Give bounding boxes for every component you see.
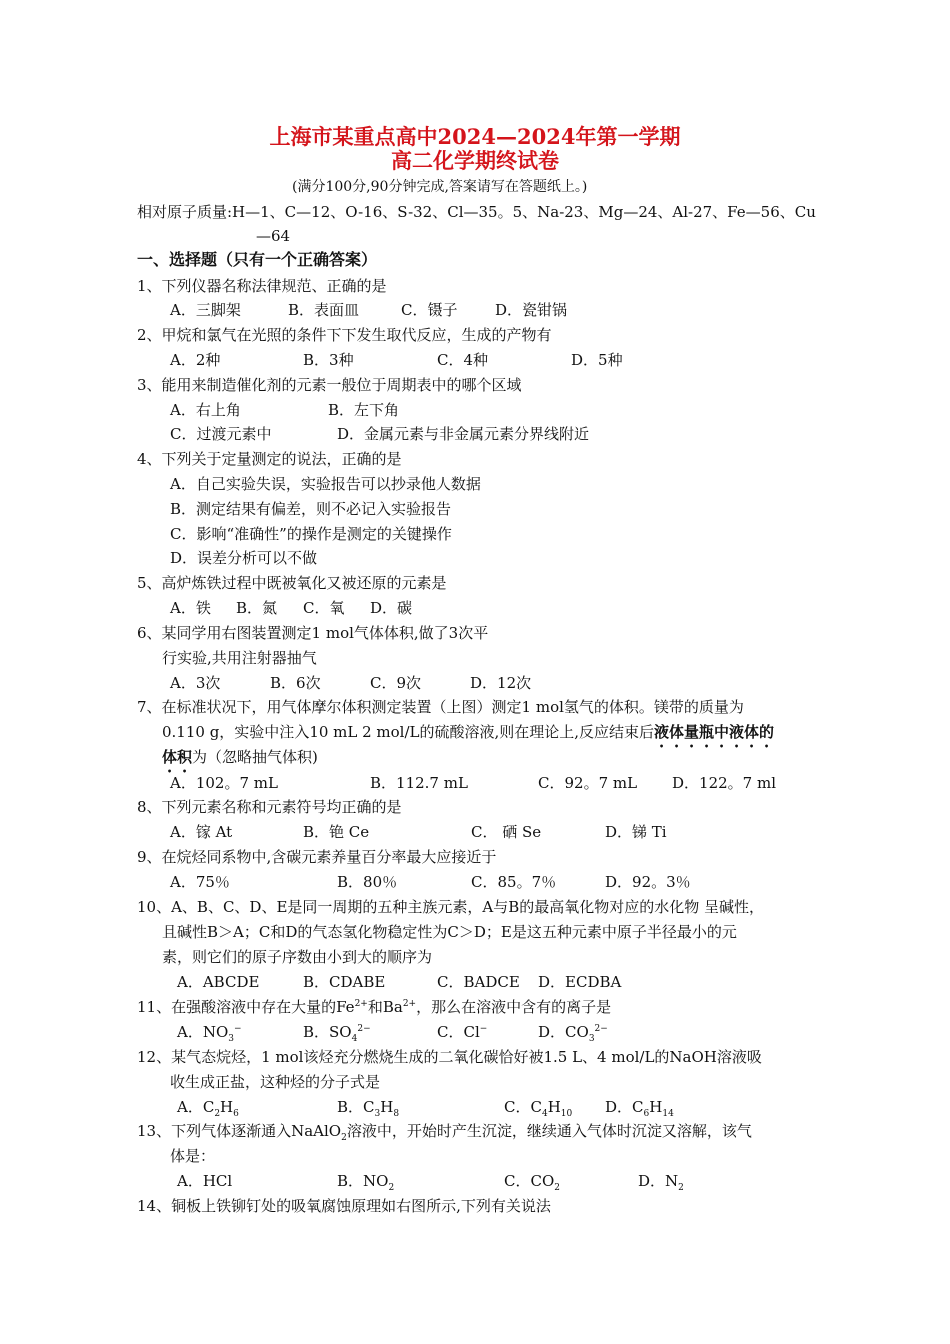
option: B．左下角 [328,401,400,419]
option: C．影响“准确性”的操作是测定的关键操作 [170,525,452,543]
charge: 2+ [354,999,368,1009]
option: D．122。7 ml [672,774,776,792]
option: A．三脚架 [170,301,241,319]
question-stem: 2、甲烷和氯气在光照的条件下下发生取代反应，生成的产物有 [137,326,552,344]
option: B．铯 Ce [303,823,370,841]
option: D．$C_6H_{14}$ [605,1098,674,1119]
option: B．6次 [270,674,321,692]
question-stem: 7、在标准状况下，用气体摩尔体积测定装置（上图）测定1 mol氢气的体积。镁带的质量为 [137,698,744,716]
option: C．92。7 mL [538,774,638,792]
question-stem: 6、某同学用右图装置测定1 mol气体体积,做了3次平 [137,624,489,642]
option: C．$CO_2$ [504,1172,560,1193]
option: D．ECDBA [538,973,622,991]
charge: 2+ [402,999,417,1009]
option: D．$N_2$ [638,1172,684,1193]
option: D．92。3％ [605,873,691,891]
question-stem: 4、下列关于定量测定的说法，正确的是 [137,450,402,468]
option: A．3次 [170,674,221,692]
option: B．$SO_4^{2-}$ [303,1023,371,1044]
stem-text: ，那么在溶液中含有的离子是 [416,998,612,1016]
option: B．112.7 mL [370,774,468,792]
stem-text: 溶液中，开始时产生沉淀，继续通入气体时沉淀又溶解，该气 [346,1122,752,1140]
option: A．2种 [170,351,221,369]
option: C．氧 [303,599,345,617]
option: B．$C_3H_8$ [337,1098,400,1119]
section-title: 一、选择题（只有一个正确答案） [137,250,378,269]
option: C．过渡元素中 [170,425,272,443]
option: A．75％ [170,873,230,891]
option: C．85。7％ [471,873,557,891]
option: D．瓷钳锅 [495,301,568,319]
atomic-mass-line-1: 相对原子质量:H—1、C—12、O-16、S-32、Cl—35。5、Na-23、Mg—24、Al-27、Fe—56、Cu [137,203,816,221]
stem-text: 13、下列气体逐渐通入NaAlO [137,1122,342,1140]
exam-title: 上海市某重点高中2024—2024年第一学期 [269,124,681,149]
option: D．12次 [470,674,532,692]
question-stem [137,997,611,1017]
option: B．氮 [236,599,278,617]
option: A．自己实验失误，实验报告可以抄录他人数据 [170,475,481,493]
option: A．102。7 mL [170,774,278,792]
option: A．HCl [177,1172,233,1190]
option: C．Cl− [437,1023,488,1041]
option: D．5种 [571,351,623,369]
option: B．80％ [337,873,398,891]
question-stem: 12、某气态烷烃，1 mol该烃充分燃烧生成的二氧化碳恰好被1.5 L、4 mol/L的NaOH溶液吸 [137,1048,762,1066]
option: B．表面皿 [288,301,360,319]
question-stem: 8、下列元素名称和元素符号均正确的是 [137,798,402,816]
option: C．9次 [370,674,422,692]
stem-text: 和Ba [367,998,403,1016]
option: A．$C_2H_6$ [177,1098,239,1119]
option: A．ABCDE [177,973,260,991]
subscript: 2 [341,1133,347,1143]
option: C．4种 [437,351,489,369]
question-stem: 1、下列仪器名称法律规范、正确的是 [137,277,387,295]
question-stem: 9、在烷烃同系物中,含碳元素养量百分率最大应接近于 [137,848,497,866]
stem-text: 11、在强酸溶液中存在大量的Fe [137,998,355,1016]
question-stem-cont: 行实验,共用注射器抽气 [162,649,317,667]
option: A．$NO_3^-$ [177,1023,242,1044]
option: D．误差分析可以不做 [170,549,318,567]
option: C．镊子 [401,301,458,319]
option: C．$C_4H_{10}$ [504,1098,573,1119]
stem-text: 0.110 g，实验中注入10 mL 2 mol/L的硫酸溶液,则在理论上,反应结束后 [162,723,655,741]
question-stem-cont: 且碱性B＞A；C和D的气态氢化物稳定性为C＞D；E是这五种元素中原子半径最小的元 [162,923,737,941]
option: D．$CO_3^{2-}$ [538,1023,608,1044]
exam-subtitle: 高二化学期终试卷 [391,148,559,173]
question-stem: 14、铜板上铁铆钉处的吸氧腐蚀原理如右图所示,下列有关说法 [137,1197,551,1215]
question-stem-cont [162,747,318,776]
question-stem-cont: 收生成正盐，这种烃的分子式是 [170,1073,381,1091]
option: D．碳 [370,599,413,617]
question-stem-cont: 体是： [170,1147,216,1165]
option: D．锑 Ti [605,823,667,841]
exam-note: (满分100分,90分钟完成,答案请写在答题纸上。) [292,179,588,195]
option: B．CDABE [303,973,386,991]
option: D．金属元素与非金属元素分界线附近 [337,425,590,443]
option: A．右上角 [170,401,241,419]
question-stem [137,1121,752,1141]
question-stem-cont: 素，则它们的原子序数由小到大的顺序为 [162,948,433,966]
emphasis-text: 液体量瓶中液体的 [654,723,775,741]
atomic-mass-line-2: —64 [256,227,291,245]
option: B．$NO_2$ [337,1172,395,1193]
option: B．测定结果有偏差，则不必记入实验报告 [170,500,452,518]
stem-text: 为（忽略抽气体积) [192,748,318,766]
emphasis-text: 体积 [162,748,193,766]
question-stem: 3、能用来制造催化剂的元素一般位于周期表中的哪个区域 [137,376,522,394]
option: A．镓 At [170,823,233,841]
option: C．BADCE [437,973,520,991]
option: B．3种 [303,351,354,369]
option: C． 硒 Se [471,823,542,841]
question-stem: 10、A、B、C、D、E是同一周期的五种主族元素，A与B的最高氧化物对应的水化物 呈碱性， [137,898,765,916]
question-stem: 5、高炉炼铁过程中既被氧化又被还原的元素是 [137,574,447,592]
option: A．铁 [170,599,211,617]
